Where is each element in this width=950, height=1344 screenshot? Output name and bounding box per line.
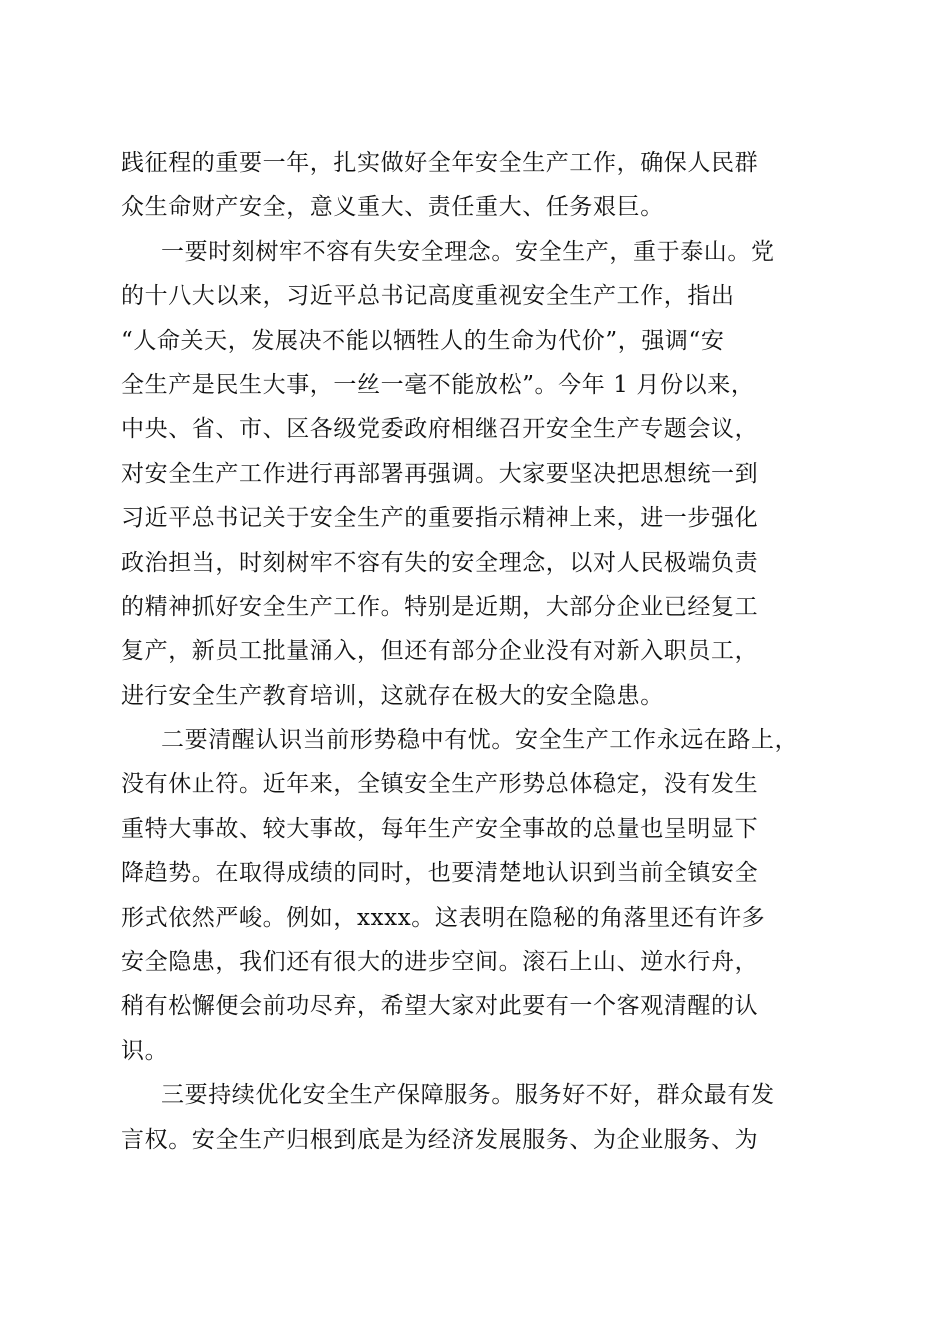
text-line: 众生命财产安全，意义重大、责任重大、任务艰巨。 xyxy=(121,194,664,221)
text-line: 降趋势。在取得成绩的同时，也要清楚地认识到当前全镇安全 xyxy=(121,860,759,887)
text-line: 二要清醒认识当前形势稳中有忧。安全生产工作永远在路上， xyxy=(161,727,799,754)
paragraph-point-one xyxy=(121,230,831,718)
text-line: 一要时刻树牢不容有失安全理念。安全生产，重于泰山。党 xyxy=(161,238,775,265)
text-line: 践征程的重要一年，扎实做好全年安全生产工作，确保人民群 xyxy=(121,150,759,176)
text-line: “人命关天，发展决不能以牺牲人的生命为代价”，强调“安 xyxy=(121,327,725,354)
text-line: 中央、省、市、区各级党委政府相继召开安全生产专题会议， xyxy=(121,416,759,443)
text-line: 三要持续优化安全生产保障服务。服务好不好，群众最有发 xyxy=(161,1082,775,1109)
text-line: 没有休止符。近年来，全镇安全生产形势总体稳定，没有发生 xyxy=(121,771,759,798)
paragraph-point-three xyxy=(121,1073,831,1162)
text-line: 稍有松懈便会前功尽弃，希望大家对此要有一个客观清醒的认 xyxy=(121,993,759,1020)
text-line: 政治担当，时刻树牢不容有失的安全理念，以对人民极端负责 xyxy=(121,549,759,576)
text-line: 进行安全生产教育培训，这就存在极大的安全隐患。 xyxy=(121,682,664,709)
text-line: 安全隐患，我们还有很大的进步空间。滚石上山、逆水行舟， xyxy=(121,949,759,976)
text-line: 言权。安全生产归根到底是为经济发展服务、为企业服务、为 xyxy=(121,1126,759,1153)
text-line: 对安全生产工作进行再部署再强调。大家要坚决把思想统一到 xyxy=(121,460,759,487)
text-line: 的精神抓好安全生产工作。特别是近期，大部分企业已经复工 xyxy=(121,593,759,620)
text-line: 的十八大以来，习近平总书记高度重视安全生产工作，指出 xyxy=(121,283,735,310)
text-line: 形式依然严峻。例如，xxxx。这表明在隐秘的角落里还有许多 xyxy=(121,904,766,931)
paragraph-point-two xyxy=(121,718,831,1073)
text-line: 习近平总书记关于安全生产的重要指示精神上来，进一步强化 xyxy=(121,505,759,532)
paragraph-continuation xyxy=(121,141,831,230)
text-line: 识。 xyxy=(121,1037,169,1064)
text-line: 复产，新员工批量涌入，但还有部分企业没有对新入职员工， xyxy=(121,638,759,665)
text-line: 重特大事故、较大事故，每年生产安全事故的总量也呈明显下 xyxy=(121,815,759,842)
text-line: 全生产是民生大事，一丝一毫不能放松”。今年 1 月份以来， xyxy=(121,371,755,398)
document-body xyxy=(121,141,831,1162)
